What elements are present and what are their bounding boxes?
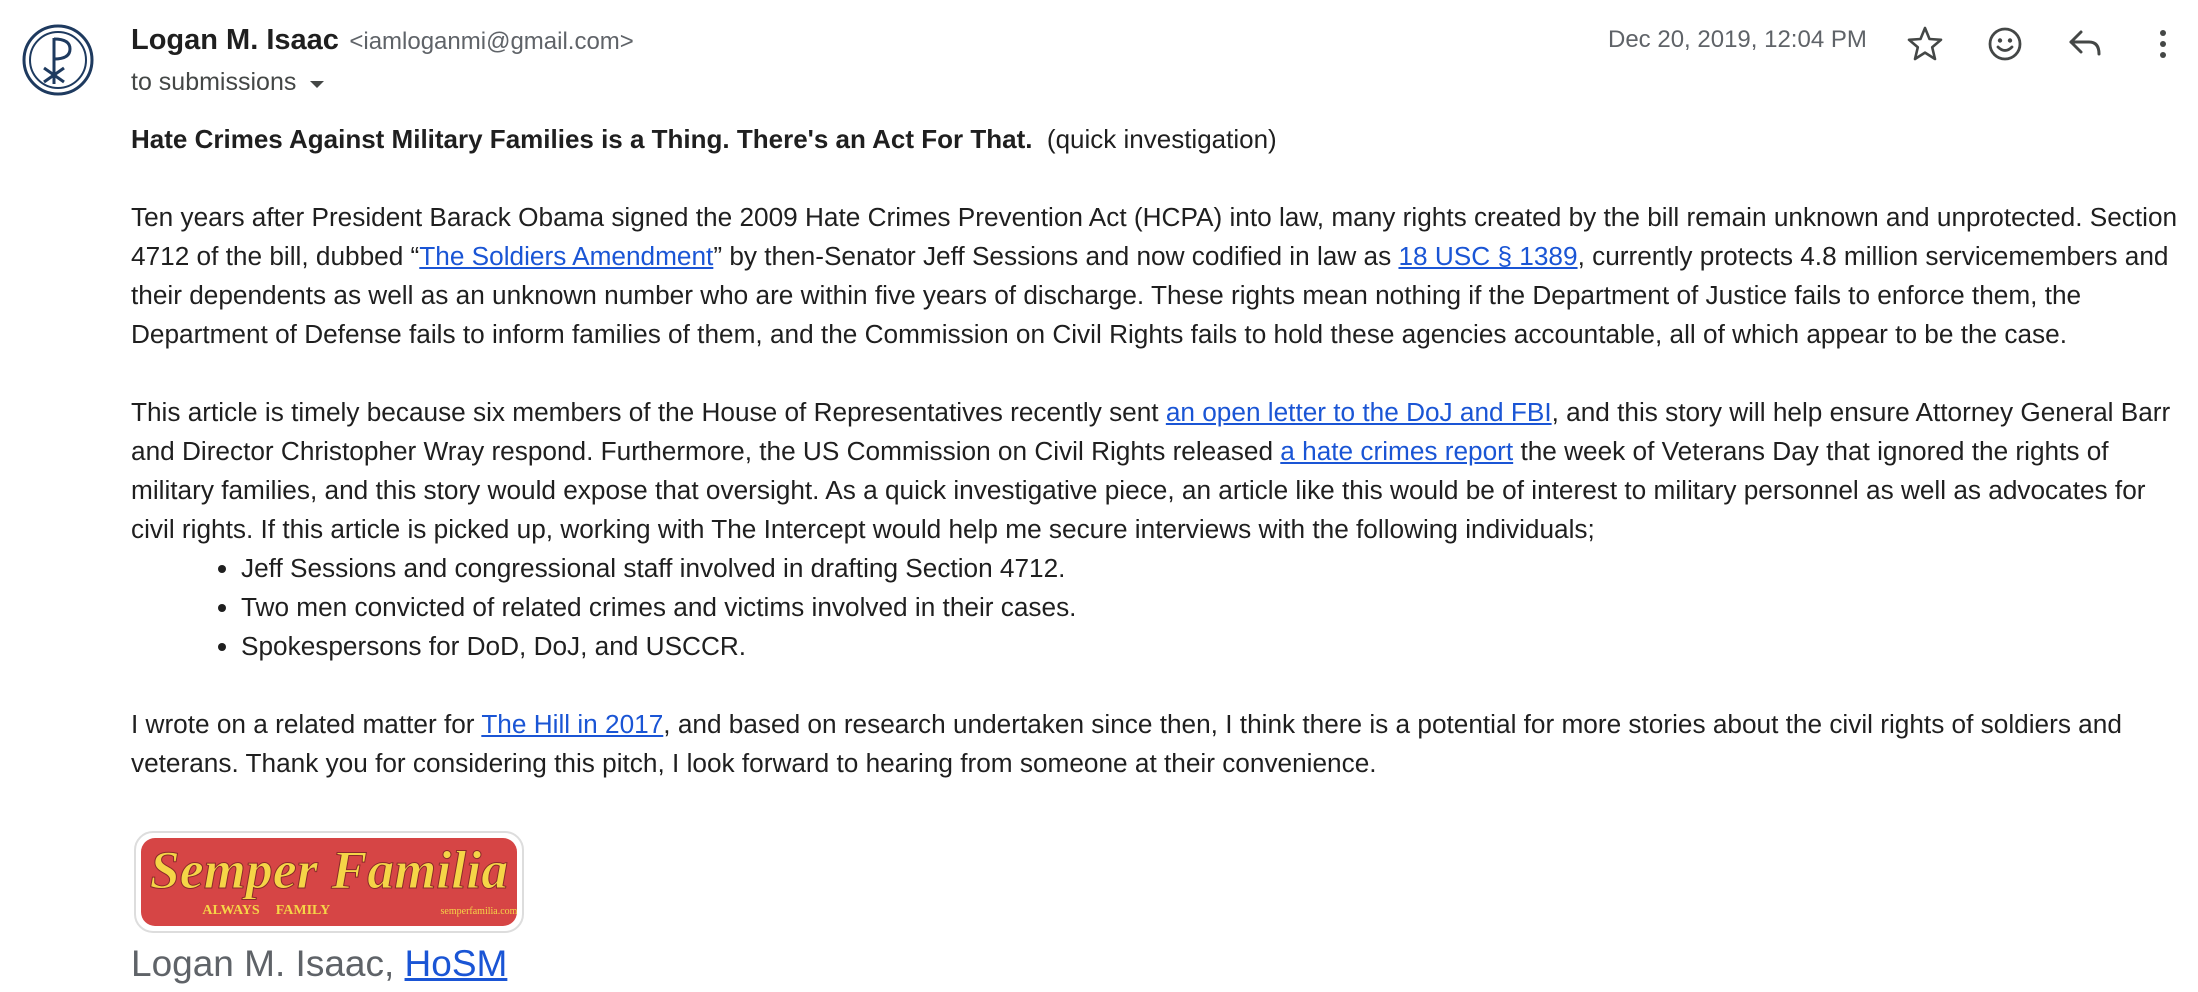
logo-main-text: Semper Familia (149, 840, 509, 900)
email-date: Dec 20, 2019, 12:04 PM (1608, 26, 1867, 53)
subject-tail: (quick investigation) (1046, 124, 1277, 154)
text: ” by then-Senator Jeff Sessions and now codified in law as (713, 241, 1399, 271)
logo-family-text: FAMILY (275, 903, 331, 918)
the-hill-link[interactable]: The Hill in 2017 (481, 709, 664, 739)
paragraph-1 (131, 198, 2181, 354)
signature-line (131, 944, 507, 984)
text: , currently protects 4.8 million servicemembers and their dependents as well as an unknown number who are within five years of discharge. These rights mean nothing if the Department of Justice fails to enforce them, the Department of Defense fails to inform families of them, and the Commission on Civil Rights fails to hold these agencies accountable, all of which appear to be the case. (131, 241, 2169, 349)
paragraph-2 (131, 393, 2181, 549)
chevron-down-icon[interactable] (308, 79, 326, 91)
logo-url-text: semperfamilia.com (440, 906, 518, 917)
chi-rho-avatar-icon[interactable] (22, 24, 94, 96)
sender-line (131, 24, 634, 57)
soldiers-amendment-link[interactable]: The Soldiers Amendment (419, 241, 714, 271)
interview-list (131, 549, 2181, 666)
text: I wrote on a related matter for (131, 709, 482, 739)
email-header (131, 22, 2198, 102)
emoji-smiley-icon[interactable] (1983, 22, 2027, 66)
logo-always-text: ALWAYS (202, 903, 260, 918)
semper-familia-logo[interactable] (131, 826, 529, 938)
list-item: • Jeff Sessions and congressional staff involved in drafting Section 4712. (241, 549, 2181, 588)
text: , and this story will help ensure Attorney General Barr and Director Christopher Wray respond. Furthermore, the US Commission on Civil Rights released (131, 397, 2171, 466)
sender-email: <iamloganmi@gmail.com> (349, 28, 634, 55)
more-vert-icon[interactable] (2141, 22, 2185, 66)
text: Ten years after President Barack Obama signed the 2009 Hate Crimes Prevention Act (HCPA) into law, many rights created by the bill remain unknown and unprotected. Section 4712 of the bill, dubbed “ (131, 202, 2178, 271)
hate-crimes-report-link[interactable]: a hate crimes report (1280, 436, 1514, 466)
paragraph-3 (131, 705, 2181, 783)
text: , and based on research undertaken since then, I think there is a potential for more stories about the civil rights of soldiers and veterans. Thank you for considering this pitch, I look forward to hearing from someone at their convenience. (131, 709, 2122, 778)
open-letter-link[interactable]: an open letter to the DoJ and FBI (1165, 397, 1552, 427)
list-item: • Two men convicted of related crimes and victims involved in their cases. (241, 588, 2181, 627)
star-icon[interactable] (1903, 22, 1947, 66)
subject-title: Hate Crimes Against Military Families is a Thing. There's an Act For That. (131, 124, 1033, 154)
hosm-link[interactable]: HoSM (404, 943, 508, 984)
email-subject (131, 120, 2181, 159)
usc-1389-link[interactable]: 18 USC § 1389 (1398, 241, 1578, 271)
recipient-label: to submissions (131, 68, 297, 96)
recipient-dropdown[interactable] (131, 68, 326, 97)
reply-icon[interactable] (2063, 22, 2107, 66)
email-body (131, 120, 2181, 783)
signature-name: Logan M. Isaac, (131, 943, 405, 984)
text: the week of Veterans Day that ignored the rights of military families, and this story would expose that oversight. As a quick investigative piece, an article like this would be of interest to military personnel as well as advocates for civil rights. If this article is picked up, working with The Intercept would help me secure interviews with the following individuals; (131, 436, 2146, 544)
text: This article is timely because six members of the House of Representatives recently sent (131, 397, 1166, 427)
list-item: • Spokespersons for DoD, DoJ, and USCCR. (241, 627, 2181, 666)
sender-name[interactable]: Logan M. Isaac (131, 24, 339, 56)
